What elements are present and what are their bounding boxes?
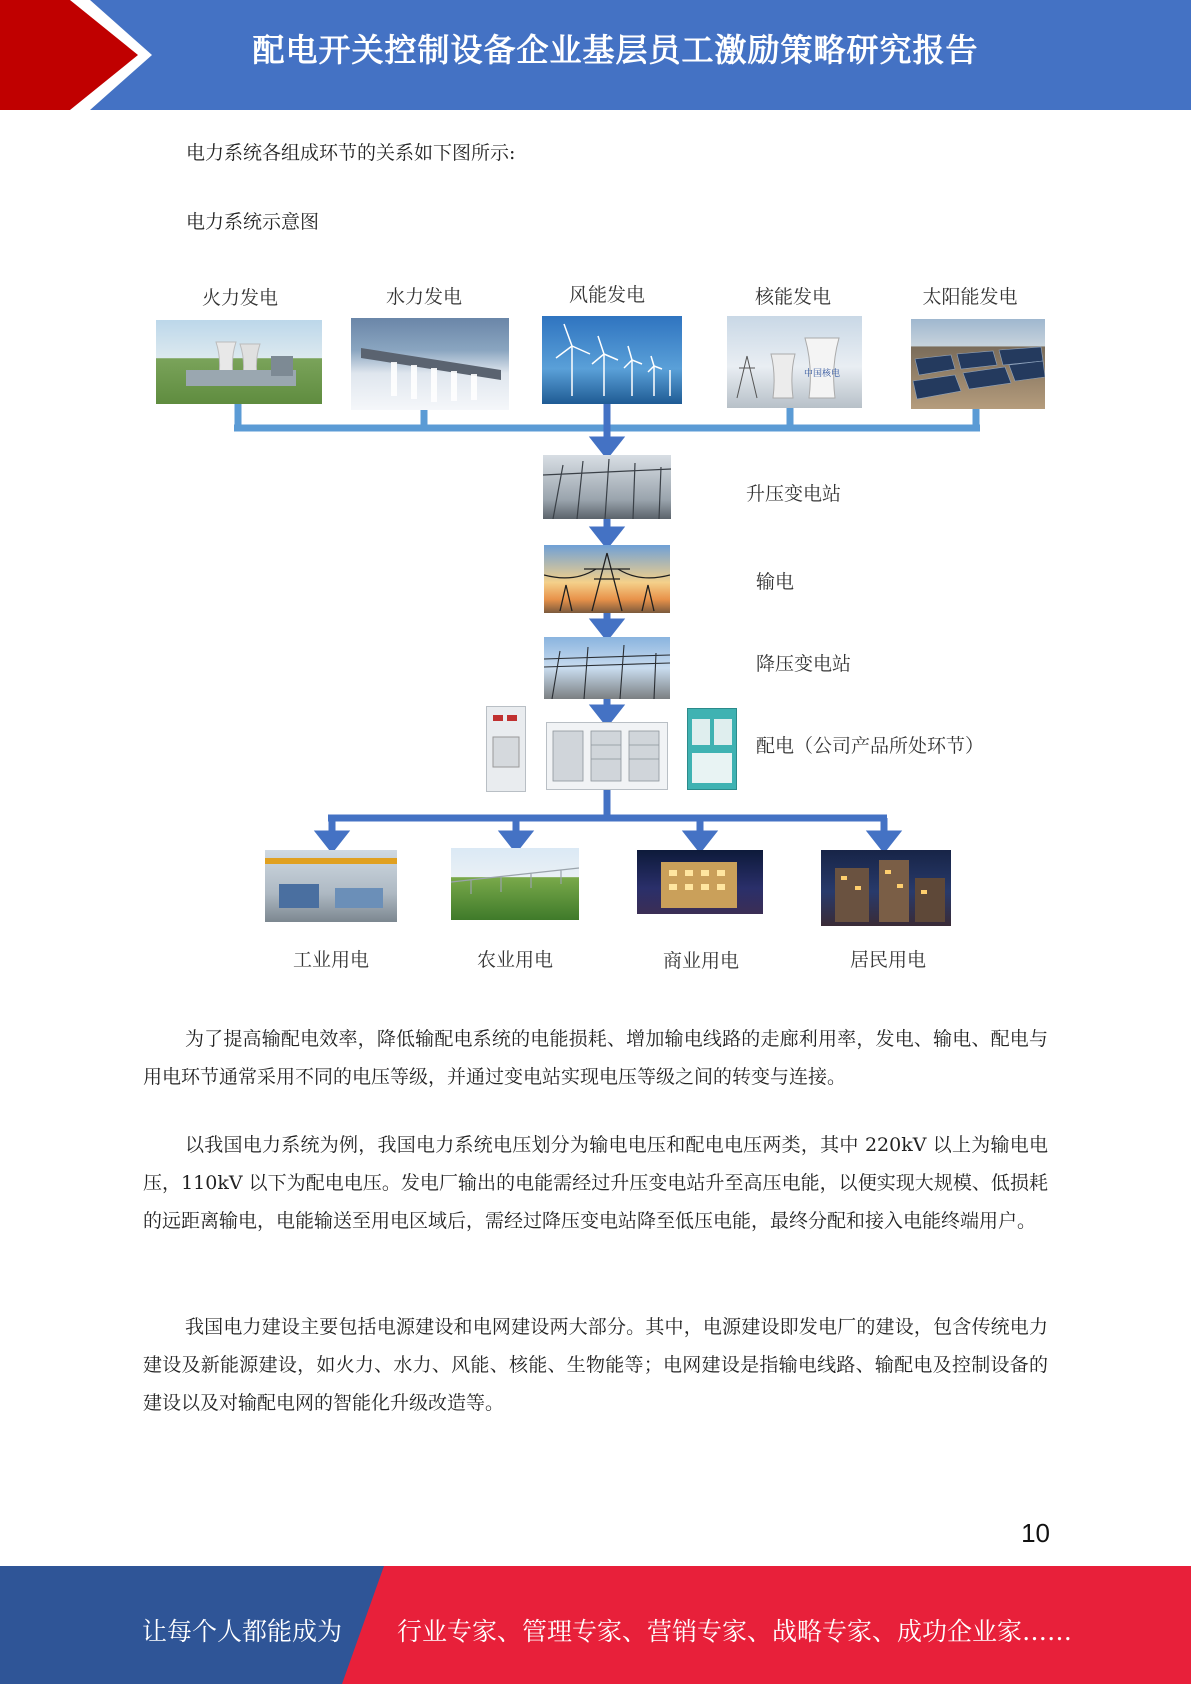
chain-label-step-down: 降压变电站 <box>756 653 852 675</box>
step-up-substation-image <box>543 455 671 519</box>
switchgear-cabinet-center-image <box>546 722 668 790</box>
user-label-industrial: 工业用电 <box>292 949 370 971</box>
diagram-title: 电力系统示意图 <box>186 211 320 233</box>
thermal-plant-image <box>156 320 322 404</box>
source-label-nuclear: 核能发电 <box>754 286 832 308</box>
footer-slogan-right: 行业专家、管理专家、营销专家、战略专家、成功企业家…… <box>397 1617 1073 1646</box>
chain-label-distribution: 配电（公司产品所处环节） <box>756 735 985 757</box>
agricultural-use-image <box>451 848 579 920</box>
switchgear-cabinet-left-image <box>486 706 526 792</box>
chain-label-step-up: 升压变电站 <box>746 483 842 505</box>
source-label-wind: 风能发电 <box>568 284 646 306</box>
step-down-substation-image <box>544 637 670 699</box>
industrial-use-image <box>265 850 397 922</box>
user-label-agricultural: 农业用电 <box>476 949 554 971</box>
user-label-residential: 居民用电 <box>849 949 927 971</box>
user-label-commercial: 商业用电 <box>662 950 740 972</box>
nuclear-plant-image <box>727 316 862 408</box>
commercial-use-image <box>637 850 763 914</box>
svg-text:中国核电: 中国核电 <box>803 369 841 379</box>
source-label-hydro: 水力发电 <box>385 286 463 308</box>
body-paragraph-2: 以我国电力系统为例，我国电力系统电压划分为输电电压和配电电压两类，其中 220kV 以上为输电电压，110kV 以下为配电电压。发电厂输出的电能需经过升压变电站升至高压电能，以便实现大规模、低损耗的远距离输电，电能输送至用电区域后，需经过降压变电站降至低压电能，最终分配和接入电能终端用户。 <box>143 1134 1048 1232</box>
source-label-solar: 太阳能发电 <box>922 286 1018 308</box>
page-number: 10 <box>1021 1518 1050 1548</box>
wind-farm-image <box>542 316 682 404</box>
transmission-image <box>544 545 670 613</box>
report-title: 配电开关控制设备企业基层员工激励策略研究报告 <box>252 31 979 69</box>
residential-use-image <box>821 850 951 926</box>
hydro-plant-image <box>351 318 509 410</box>
footer-slogan-left: 让每个人都能成为 <box>142 1617 343 1646</box>
source-label-thermal: 火力发电 <box>201 287 279 309</box>
body-paragraph-3: 我国电力建设主要包括电源建设和电网建设两大部分。其中，电源建设即发电厂的建设，包含传统电力建设及新能源建设，如火力、水力、风能、核能、生物能等；电网建设是指输电线路、输配电及控制设备的建设以及对输配电网的智能化升级改造等。 <box>143 1316 1048 1414</box>
chain-label-transmission: 输电 <box>756 571 795 593</box>
switchgear-cabinet-right-image <box>687 708 737 790</box>
intro-text: 电力系统各组成环节的关系如下图所示: <box>186 142 516 164</box>
body-paragraph-1: 为了提高输配电效率，降低输配电系统的电能损耗、增加输电线路的走廊利用率，发电、输电、配电与用电环节通常采用不同的电压等级，并通过变电站实现电压等级之间的转变与连接。 <box>143 1028 1048 1088</box>
solar-farm-image <box>911 319 1045 409</box>
